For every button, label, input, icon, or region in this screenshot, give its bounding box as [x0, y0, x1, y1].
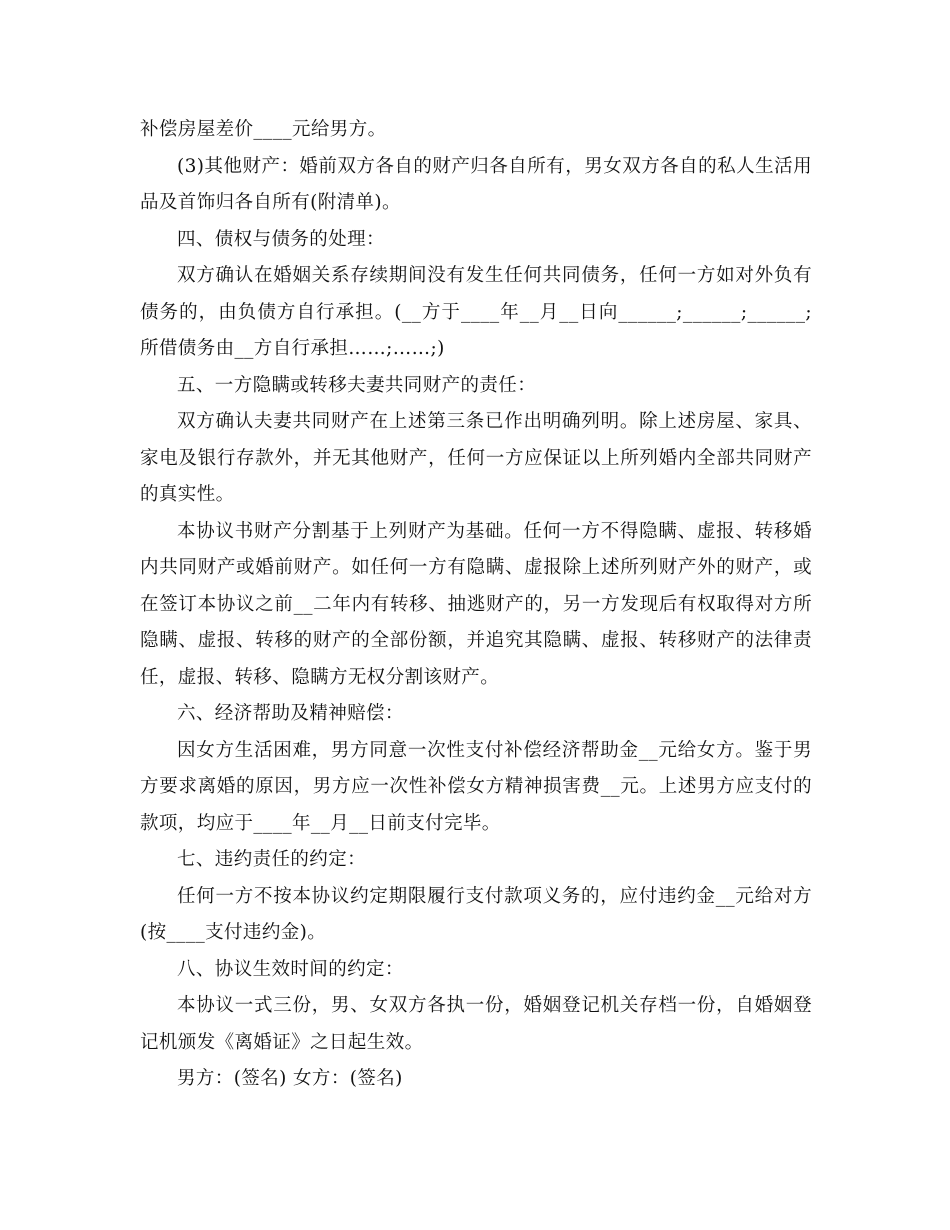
- paragraph-concealment-liability: 本协议书财产分割基于上列财产为基础。任何一方不得隐瞒、虚报、转移婚内共同财产或婚前财产。如任何一方有隐瞒、虚报除上述所列财产外的财产，或在签订本协议之前__二年内有转移、抽逃财产的，另一方发现后有权取得对方所隐瞒、虚报、转移的财产的全部份额，并追究其隐瞒、虚报、转移财产的法律责任，虚报、转移、隐瞒方无权分割该财产。: [140, 520, 812, 688]
- section-heading-breach: 七、违约责任的约定：: [177, 849, 367, 870]
- paragraph-house-price-compensation: 补偿房屋差价____元给男方。: [140, 119, 387, 140]
- paragraph-other-property: (3)其他财产：婚前双方各自的财产归各自所有，男女双方各自的私人生活用品及首饰归各自所有(附清单)。: [140, 155, 812, 213]
- section-heading-concealment: 五、一方隐瞒或转移夫妻共同财产的责任：: [177, 374, 537, 396]
- section-heading-effective-date: 八、协议生效时间的约定：: [177, 958, 404, 980]
- section-heading-compensation: 六、经济帮助及精神赔偿：: [177, 703, 404, 724]
- paragraph-debts: 双方确认在婚姻关系存续期间没有发生任何共同债务，任何一方如对外负有债务的，由负债方自行承担。(__方于____年__月__日向______;______;______;所借债务由__方自行承担……;……;): [140, 265, 812, 359]
- section-heading-debts: 四、债权与债务的处理：: [177, 228, 385, 250]
- paragraph-breach: 任何一方不按本协议约定期限履行支付款项义务的，应付违约金__元给对方(按____支付违约金)。: [140, 885, 812, 943]
- paragraph-joint-property-confirmation: 双方确认夫妻共同财产在上述第三条已作出明确列明。除上述房屋、家具、家电及银行存款外，并无其他财产，任何一方应保证以上所列婚内全部共同财产的真实性。: [140, 411, 812, 505]
- paragraph-effective-date: 本协议一式三份，男、女双方各执一份，婚姻登记机关存档一份，自婚姻登记机颁发《离婚证》之日起生效。: [140, 995, 812, 1053]
- signature-line: 男方：(签名) 女方：(签名): [177, 1068, 403, 1089]
- document-body: [140, 112, 812, 1098]
- paragraph-compensation: 因女方生活困难，男方同意一次性支付补偿经济帮助金__元给女方。鉴于男方要求离婚的原因，男方应一次性补偿女方精神损害费__元。上述男方应支付的款项，均应于____年__月__日前支付完毕。: [140, 739, 812, 834]
